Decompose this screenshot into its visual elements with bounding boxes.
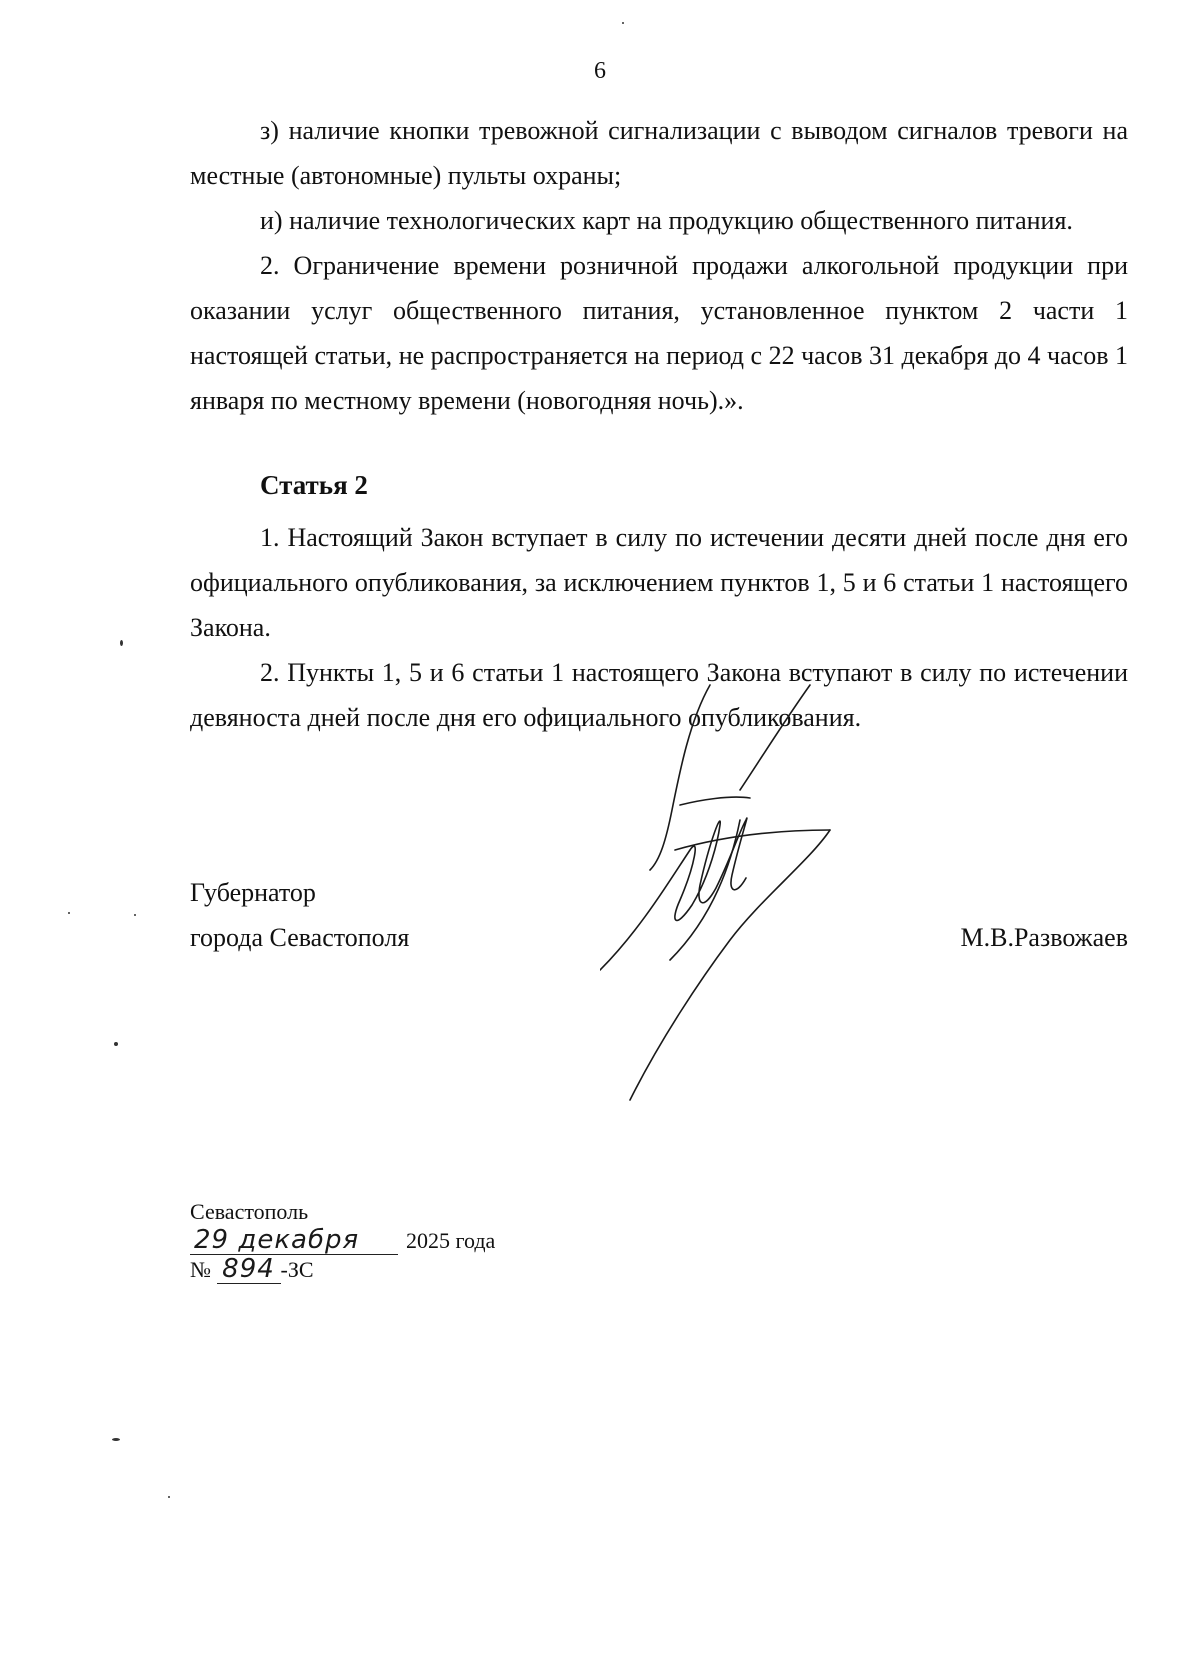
scan-speck xyxy=(112,1438,120,1441)
scan-speck xyxy=(622,22,624,24)
paragraph-i: и) наличие технологических карт на продукцию общественного питания. xyxy=(260,206,1073,235)
footer-year: 2025 года xyxy=(406,1228,496,1253)
scan-speck xyxy=(68,912,70,914)
page-number: 6 xyxy=(594,58,606,84)
number-suffix: -ЗС xyxy=(280,1257,314,1282)
handwritten-date: 29 декабря xyxy=(190,1226,398,1255)
footer-number-line xyxy=(190,1255,495,1284)
signatory-role-line-2: города Севастополя xyxy=(190,923,410,952)
footer-city: Севастополь xyxy=(190,1199,309,1224)
signatory-name: М.В.Развожаев xyxy=(960,923,1128,952)
scan-speck xyxy=(134,914,136,916)
article-2-paragraph-1: 1. Настоящий Закон вступает в силу по истечении десяти дней после дня его официального опубликования, за исключением пунктов 1, 5 и 6 статьи 1 настоящего Закона. xyxy=(190,523,1128,642)
article-2-title: Статья 2 xyxy=(260,470,368,500)
signatory-role-line-1: Губернатор xyxy=(190,878,316,907)
number-sign: № xyxy=(190,1257,211,1282)
handwritten-signature xyxy=(600,660,880,1110)
scan-speck xyxy=(114,1042,118,1046)
footer-date-line xyxy=(190,1226,495,1255)
handwritten-number: 894 xyxy=(217,1255,281,1284)
scan-speck xyxy=(168,1496,170,1498)
document-footer xyxy=(190,1198,495,1284)
article-2-paragraph-2: 2. Пункты 1, 5 и 6 статьи 1 настоящего Закона вступают в силу по истечении девяноста дней после дня его официального опубликования. xyxy=(190,658,1128,732)
article-1-continuation xyxy=(190,108,1128,423)
scan-speck xyxy=(120,640,123,646)
paragraph-2: 2. Ограничение времени розничной продажи алкогольной продукции при оказании услуг общественного питания, установленное пунктом 2 части 1 настоящей статьи, не распространяется на период с 22 часов 31 декабря до 4 часов 1 января по местному времени (новогодняя ночь).». xyxy=(190,251,1128,415)
signatory-role xyxy=(190,870,409,960)
paragraph-z: з) наличие кнопки тревожной сигнализации с выводом сигналов тревоги на местные (автономные) пульты охраны; xyxy=(190,116,1128,190)
